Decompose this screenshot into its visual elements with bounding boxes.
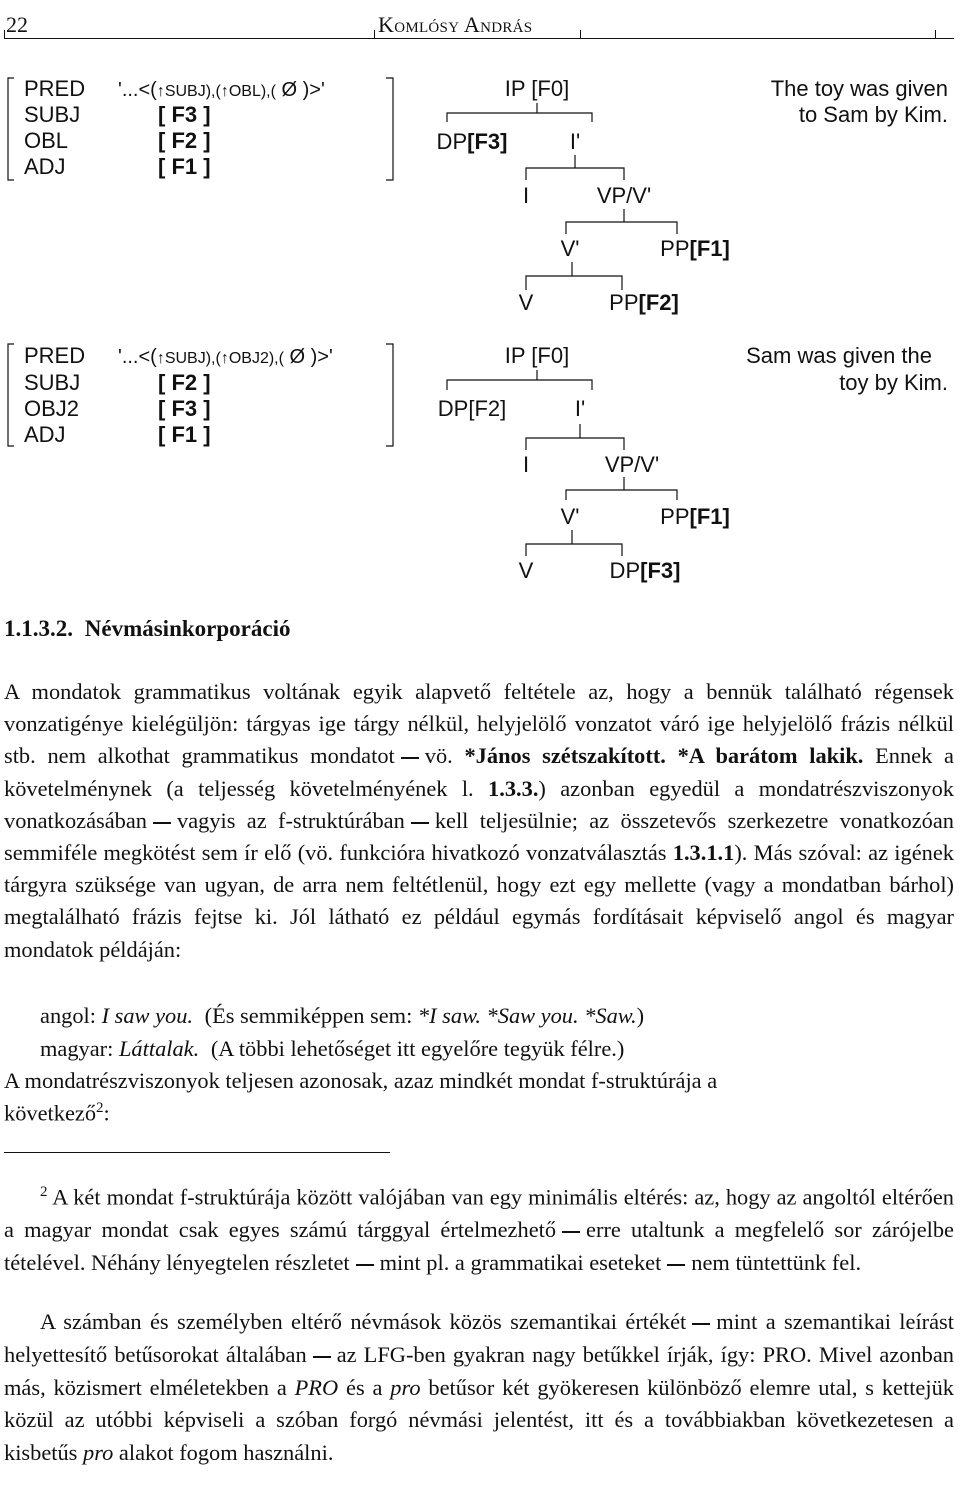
page-number: 22 bbox=[6, 12, 28, 37]
fstruct1-val-adj: [ F1 ] bbox=[158, 154, 211, 179]
tree1-gloss-line1: The toy was given bbox=[770, 76, 948, 101]
footnote-ref[interactable]: 2 bbox=[96, 1100, 104, 1116]
tree1-gloss-line2: to Sam by Kim. bbox=[798, 102, 948, 127]
tree2-node-i: I bbox=[522, 452, 530, 477]
section-title: Névmásinkorporáció bbox=[84, 616, 291, 641]
em-dash bbox=[401, 757, 419, 759]
fstruct2-attr-adj: ADJ bbox=[24, 422, 66, 447]
fstruct1-val-pred: '...<(↑SUBJ),(↑OBL),( Ø )>' bbox=[118, 79, 325, 101]
em-dash bbox=[153, 822, 171, 824]
body-paragraph-2-line2: következő$^2$: bbox=[4, 1100, 110, 1126]
tree2-node-pp1: PP[F1] bbox=[660, 504, 730, 529]
em-dash bbox=[667, 1264, 685, 1266]
fstruct2-val-adj: [ F1 ] bbox=[158, 422, 211, 447]
fstruct1-attr-obl: OBL bbox=[24, 128, 69, 153]
fstruct2-val-pred: '...<(↑SUBJ),(↑OBJ2),( Ø )>' bbox=[118, 346, 333, 368]
running-header-author: Komlósy András bbox=[378, 12, 533, 37]
example-english: angol: I saw you. (És semmiképpen sem: *I saw. *Saw you. *Saw.) bbox=[40, 1003, 645, 1028]
tree2-node-dp2: DP[F3] bbox=[609, 558, 681, 583]
tree1-node-i: I bbox=[522, 183, 530, 208]
tree1-node-dp: DP[F3] bbox=[436, 129, 508, 154]
tree2-gloss-line2: toy by Kim. bbox=[839, 370, 948, 395]
tree1-node-pp1: PP[F1] bbox=[660, 236, 730, 261]
fstruct2-attr-subj: SUBJ bbox=[24, 370, 81, 395]
tree1-node-pp2: PP[F2] bbox=[609, 290, 679, 315]
footnote-mark: 2 bbox=[40, 1184, 48, 1200]
fstruct1-val-obl: [ F2 ] bbox=[158, 128, 211, 153]
em-dash bbox=[313, 1356, 331, 1358]
example-hungarian: magyar: Láttalak. (A többi lehetőséget itt egyelőre tegyük félre.) bbox=[40, 1036, 625, 1061]
fstruct2-left-bracket bbox=[8, 344, 14, 446]
tree1-node-v: V bbox=[518, 290, 534, 315]
em-dash bbox=[562, 1231, 580, 1233]
section-heading bbox=[4, 616, 290, 642]
body-paragraph-2-line1: A mondatrészviszonyok teljesen azonosak, azaz mindkét mondat f-struktúrája a bbox=[4, 1068, 718, 1093]
tree1-node-vp: VP/V' bbox=[596, 183, 652, 208]
fstruct2-attr-obj2: OBJ2 bbox=[24, 396, 80, 421]
fstruct2-attr-pred: PRED bbox=[24, 343, 86, 368]
fstruct1-right-bracket bbox=[386, 78, 393, 180]
fstruct1-val-subj: [ F3 ] bbox=[158, 102, 211, 127]
body-paragraph-1: A mondatok grammatikus voltának egyik alapvető feltétele az, hogy a bennük található régensek vonzatigénye kielégüljön: tárgyas ige tárgy nélkül, helyjelölő vonzatot váró ige helyjelölő frázis nélkül stb. nem alkothat grammatikus mondatot vö. *János szétszakított. *A barátom lakik. Ennek a követelménynek (a teljesség követelményének l. 1.3.3.) azonban egyedül a mondatrészviszonyok vonatkozásában vagyis az f-struktúrában kell teljesülnie; az összetevős szerkezetre vonatkozóan semmiféle megkötést sem ír elő (vö. funkcióra hivatkozó vonzatválasztás 1.3.1.1). Más szóval: az igének tárgyra szüksége van ugyan, de arra nem feltétlenül, hogy ezt egy mellette (vagy a mondatban bárhol) megtalálható frázis fejtse ki. Jól látható ez például egymás fordításait képviselő angol és magyar mondatok példáján: bbox=[4, 679, 954, 962]
tree1-node-ibar: I' bbox=[569, 129, 581, 154]
em-dash bbox=[411, 822, 429, 824]
section-number: 1.1.3.2. bbox=[4, 616, 73, 641]
tree2-node-ibar: I' bbox=[574, 396, 586, 421]
footnote-paragraph-1: $^2$ A két mondat f-struktúrája között valójában van egy minimális eltérés: az, hogy az angoltól eltérően a magyar mondat csak egyes számú tárggyal értelmezhető erre utaltunk a megfelelő sor zárójelbe tételével. Néhány lényegtelen részletet mint pl. a grammatikai eseteket nem tüntettünk fel. bbox=[4, 1184, 954, 1276]
tree2-node-v: V bbox=[518, 558, 534, 583]
em-dash bbox=[356, 1264, 374, 1266]
em-dash bbox=[692, 1323, 710, 1325]
fstruct1-attr-pred: PRED bbox=[24, 76, 86, 101]
fstruct1-left-bracket bbox=[8, 78, 14, 180]
fstruct2-val-obj2: [ F3 ] bbox=[158, 396, 211, 421]
fstruct1-attr-adj: ADJ bbox=[24, 154, 66, 179]
fstruct1-attr-subj: SUBJ bbox=[24, 102, 81, 127]
fstruct2-val-subj: [ F2 ] bbox=[158, 370, 211, 395]
tree1-node-vbar: V' bbox=[560, 236, 580, 261]
tree1-node-ip: IP [F0] bbox=[504, 76, 570, 101]
footnote-paragraph-2: A számban és személyben eltérő névmások közös szemantikai értékét mint a szemantikai leírást helyettesítő betűsorokat általában az LFG-ben gyakran nagy betűkkel írják, így: PRO. Mivel azonban más, közismert elméletekben a PRO és a pro betűsor két gyökeresen különböző elemre utal, s kettejük közül az utóbbi képviseli a szóban forgó névmási jelentést, itt és a továbbiakban következetesen a kisbetűs pro alakot fogom használni. bbox=[4, 1309, 954, 1466]
tree2-node-dp: DP[F2] bbox=[437, 396, 507, 421]
tree2-node-ip: IP [F0] bbox=[504, 343, 570, 368]
tree2-node-vbar: V' bbox=[560, 504, 580, 529]
tree2-node-vp: VP/V' bbox=[604, 452, 660, 477]
tree2-gloss-line1: Sam was given the bbox=[746, 343, 932, 368]
footnote-rule bbox=[4, 1152, 390, 1153]
